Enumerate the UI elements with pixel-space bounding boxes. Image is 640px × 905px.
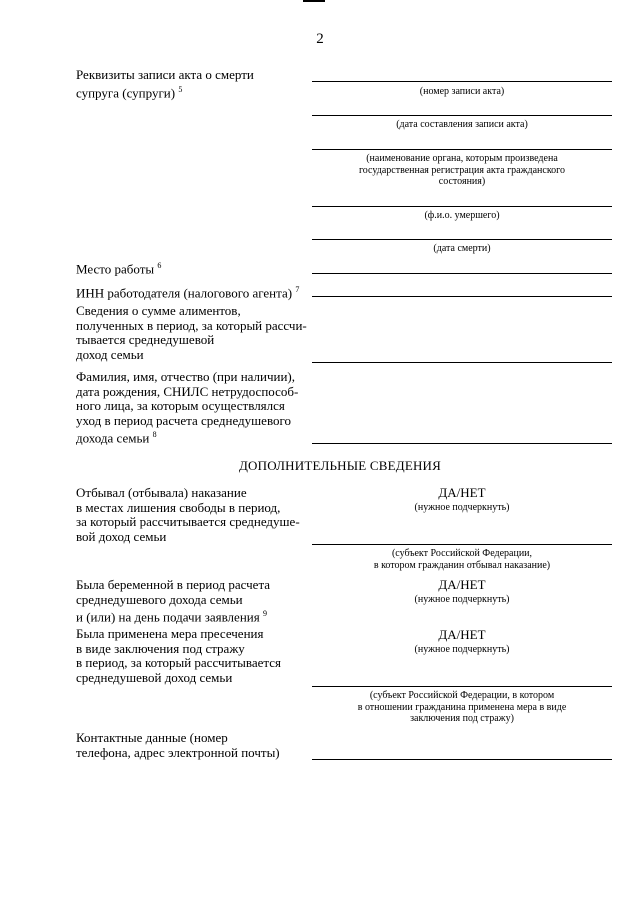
scan-edge-mark (303, 0, 325, 2)
workplace-line[interactable] (312, 273, 612, 274)
footnote-8: 8 (152, 430, 157, 440)
footnote-5: 5 (178, 84, 183, 94)
contacts-line[interactable] (312, 759, 612, 760)
custody-hint: (нужное подчеркнуть) (414, 644, 510, 655)
additional-info-heading: ДОПОЛНИТЕЛЬНЫЕ СВЕДЕНИЯ (238, 458, 442, 473)
imprisonment-hint: (нужное подчеркнуть) (414, 502, 510, 513)
page-number: 2 (316, 31, 324, 47)
registry-body-line[interactable] (312, 149, 612, 150)
deceased-name-caption: (ф.и.о. умершего) (424, 210, 500, 221)
custody-label: Была применена мера пресечения в виде заключения под стражу в период, за который рассчитывается среднедушевой доход семьи (76, 626, 281, 685)
death-date-line[interactable] (312, 239, 612, 240)
deceased-name-line[interactable] (312, 206, 612, 207)
footnote-7: 7 (295, 285, 300, 294)
alimony-line[interactable] (312, 362, 612, 363)
record-date-caption: (дата составления записи акта) (396, 119, 528, 130)
pregnancy-label: Была беременной в период расчета среднедушевого дохода семьи и (или) на день подачи заявления $^9$ (76, 577, 271, 625)
registry-body-caption: (наименование органа, которым произведена государственная регистрация акта гражданского состояния) (358, 153, 566, 188)
record-number-caption: (номер записи акта) (419, 86, 505, 97)
imprisonment-region-line[interactable] (312, 544, 612, 545)
footnote-9: 9 (262, 609, 267, 619)
caregiver-line[interactable] (312, 443, 612, 444)
custody-region-caption: (субъект Российской Федерации, в котором в отношении гражданина применена мера в виде заключения под стражу) (357, 690, 567, 725)
caregiver-label: Фамилия, имя, отчество (при наличии), дата рождения, СНИЛС нетрудоспособ- ного лица, за которым осуществлялся уход в период расчета среднедушевого дохода семьи $^8$ (76, 369, 299, 446)
imprisonment-label: Отбывал (отбывала) наказание в местах лишения свободы в период, за который рассчитывается среднедуше- вой доход семьи (76, 485, 300, 544)
record-date-line[interactable] (312, 115, 612, 116)
spouse-death-record-label: Реквизиты записи акта о смерти супруга (супруги) $^5$ (76, 67, 254, 100)
employer-inn-label: ИНН работодателя (налогового агента) $^7$ (76, 285, 300, 301)
imprisonment-region-caption: (субъект Российской Федерации, в котором гражданин отбывал наказание) (373, 548, 551, 571)
footnote-6: 6 (157, 261, 162, 270)
pregnancy-yes-no[interactable]: ДА/НЕТ (438, 577, 486, 592)
death-date-caption: (дата смерти) (433, 243, 491, 254)
workplace-label: Место работы $^6$ (76, 261, 162, 277)
pregnancy-hint: (нужное подчеркнуть) (414, 594, 510, 605)
alimony-label: Сведения о сумме алиментов, полученных в период, за который рассчи- тывается среднедушевой доход семьи (76, 303, 307, 362)
imprisonment-yes-no[interactable]: ДА/НЕТ (438, 485, 486, 500)
contacts-label: Контактные данные (номер телефона, адрес электронной почты) (76, 730, 280, 760)
custody-yes-no[interactable]: ДА/НЕТ (438, 627, 486, 642)
employer-inn-line[interactable] (312, 296, 612, 297)
custody-region-line[interactable] (312, 686, 612, 687)
record-number-line[interactable] (312, 81, 612, 82)
